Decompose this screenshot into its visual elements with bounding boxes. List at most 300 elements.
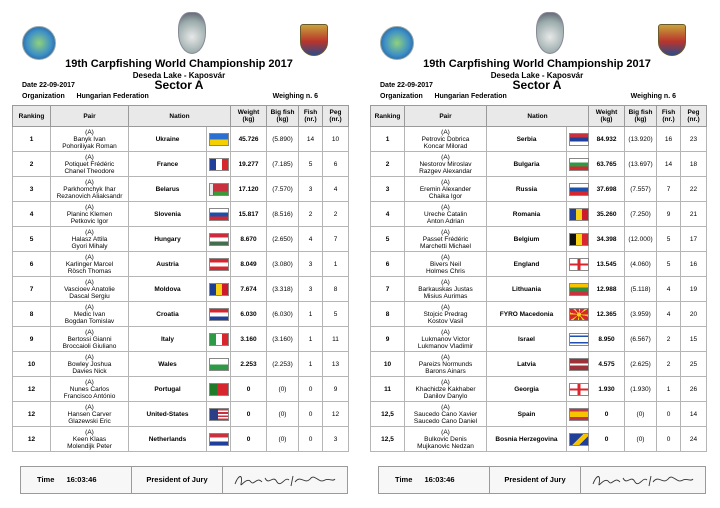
results-sheet-right	[366, 8, 708, 502]
israel-flag-icon	[569, 333, 589, 346]
angler-2: Rezanovich Aliaksandr	[56, 192, 123, 200]
nation-cell: Serbia	[487, 127, 567, 152]
ranking-cell: 12	[13, 377, 51, 402]
flag-cell	[567, 252, 589, 277]
weight-cell: 12.365	[589, 302, 625, 327]
flag-cell	[207, 352, 231, 377]
sector-tag: (A)	[441, 203, 450, 211]
nation-cell: Austria	[129, 252, 207, 277]
organization-name: Hungarian Federation	[76, 93, 149, 100]
big-fish-cell: (5.890)	[267, 127, 299, 152]
angler-2: Glazewski Eric	[68, 417, 111, 425]
nation-cell: United-States	[129, 402, 207, 427]
sector-tag: (A)	[441, 153, 450, 161]
flag-cell	[207, 302, 231, 327]
big-fish-cell: (0)	[267, 377, 299, 402]
angler-2: Petkovic Igor	[70, 217, 109, 225]
angler-1: Karlinger Marcel	[65, 260, 114, 268]
table-row	[371, 377, 707, 402]
nation-cell: Moldova	[129, 277, 207, 302]
table-row	[13, 427, 349, 452]
ranking-cell: 8	[371, 302, 405, 327]
fish-count-cell: 2	[299, 202, 323, 227]
angler-1: Nestorov Miroslav	[419, 160, 472, 168]
pair-cell	[51, 352, 129, 377]
hungary-flag-icon	[209, 233, 229, 246]
angler-1: Bowley Joshua	[67, 360, 112, 368]
weight-cell: 2.253	[231, 352, 267, 377]
flag-cell	[207, 252, 231, 277]
nation-cell: Belarus	[129, 177, 207, 202]
flag-cell	[567, 127, 589, 152]
angler-2: Chanel Theodore	[64, 167, 115, 175]
table-row	[13, 302, 349, 327]
big-fish-cell: (6.567)	[625, 327, 657, 352]
big-fish-cell: (13.920)	[625, 127, 657, 152]
big-fish-cell: (3.318)	[267, 277, 299, 302]
angler-2: Barons Ainars	[425, 367, 466, 375]
ranking-cell: 1	[371, 127, 405, 152]
header-peg: Peg (nr.)	[323, 106, 349, 127]
ranking-cell: 9	[13, 327, 51, 352]
pair-cell	[51, 202, 129, 227]
flag-cell	[207, 327, 231, 352]
angler-2: Holmes Chris	[425, 267, 465, 275]
peg-cell: 17	[681, 227, 707, 252]
croatia-flag-icon	[209, 308, 229, 321]
nation-cell: Italy	[129, 327, 207, 352]
ranking-cell: 3	[371, 177, 405, 202]
fish-count-cell: 5	[657, 252, 681, 277]
netherlands-flag-icon	[209, 433, 229, 446]
angler-2: Gyori Mihaly	[71, 242, 108, 250]
results-table	[370, 105, 707, 452]
flag-cell	[207, 427, 231, 452]
nation-cell: Hungary	[129, 227, 207, 252]
angler-1: Bulkovic Denis	[424, 435, 467, 443]
weight-cell: 3.160	[231, 327, 267, 352]
weight-cell: 37.698	[589, 177, 625, 202]
sector-tag: (A)	[441, 428, 450, 436]
usa-flag-icon	[209, 408, 229, 421]
france-flag-icon	[209, 158, 229, 171]
header-nation: Nation	[487, 106, 589, 127]
pair-cell	[405, 377, 487, 402]
flag-cell	[567, 402, 589, 427]
angler-1: Pareizs Normunds	[418, 360, 473, 368]
header-bigfish: Big fish (kg)	[267, 106, 299, 127]
date-label: Date 22-09-2017	[22, 82, 75, 89]
header-fish: Fish (nr.)	[299, 106, 323, 127]
sector-tag: (A)	[85, 153, 94, 161]
big-fish-cell: (0)	[625, 402, 657, 427]
sector-tag: (A)	[85, 203, 94, 211]
angler-2: Rösch Thomas	[67, 267, 112, 275]
fish-count-cell: 5	[657, 227, 681, 252]
angler-2: Danilov Danylo	[423, 392, 468, 400]
pair-cell	[405, 252, 487, 277]
angler-2: Broccaioli Giuliano	[62, 342, 117, 350]
organization-line	[380, 93, 507, 100]
weight-cell: 0	[589, 427, 625, 452]
weight-cell: 84.932	[589, 127, 625, 152]
fish-count-cell: 2	[657, 327, 681, 352]
fish-count-cell: 1	[299, 302, 323, 327]
sector-tag: (A)	[441, 178, 450, 186]
nation-cell: Portugal	[129, 377, 207, 402]
sector-tag: (A)	[441, 303, 450, 311]
time-label: Time	[37, 475, 55, 484]
fish-count-cell: 7	[657, 177, 681, 202]
nation-cell: Croatia	[129, 302, 207, 327]
nation-cell: Netherlands	[129, 427, 207, 452]
coat-of-arms-icon	[300, 24, 328, 56]
ranking-cell: 7	[371, 277, 405, 302]
angler-2: Bogdan Tomislav	[64, 317, 115, 325]
angler-1: Stojcic Predrag	[423, 310, 468, 318]
pair-cell	[405, 127, 487, 152]
table-row	[371, 252, 707, 277]
nation-cell: FYRO Macedonia	[487, 302, 567, 327]
championship-emblem-icon	[536, 12, 564, 54]
sector-tag: (A)	[441, 228, 450, 236]
weight-cell: 0	[231, 377, 267, 402]
latvia-flag-icon	[569, 358, 589, 371]
angler-1: Eremin Alexander	[419, 185, 472, 193]
ranking-cell: 5	[371, 227, 405, 252]
page-title: 19th Carpfishing World Championship 2017	[423, 58, 651, 70]
pair-cell	[405, 352, 487, 377]
russia-flag-icon	[569, 183, 589, 196]
big-fish-cell: (2.253)	[267, 352, 299, 377]
sector-heading: Sector A	[512, 78, 562, 92]
date-label: Date 22-09-2017	[380, 82, 433, 89]
nation-cell: Spain	[487, 402, 567, 427]
ranking-cell: 7	[13, 277, 51, 302]
nation-cell: Ukraine	[129, 127, 207, 152]
fish-count-cell: 16	[657, 127, 681, 152]
table-row	[13, 227, 349, 252]
ranking-cell: 12	[13, 402, 51, 427]
big-fish-cell: (3.080)	[267, 252, 299, 277]
peg-cell: 14	[681, 402, 707, 427]
peg-cell: 13	[323, 352, 349, 377]
ranking-cell: 4	[13, 202, 51, 227]
fish-count-cell: 14	[299, 127, 323, 152]
flag-cell	[207, 227, 231, 252]
table-row	[371, 427, 707, 452]
peg-cell: 1	[323, 252, 349, 277]
angler-1: Bertossi Gianni	[67, 335, 112, 343]
weight-cell: 7.674	[231, 277, 267, 302]
table-row	[13, 327, 349, 352]
table-row	[13, 277, 349, 302]
table-row	[13, 127, 349, 152]
angler-1: Vascioev Anatolie	[64, 285, 115, 293]
header-nation: Nation	[129, 106, 231, 127]
italy-flag-icon	[209, 333, 229, 346]
flag-cell	[207, 377, 231, 402]
angler-2: Davies Nick	[72, 367, 107, 375]
weight-cell: 8.950	[589, 327, 625, 352]
header-pair: Pair	[51, 106, 129, 127]
flag-cell	[567, 327, 589, 352]
big-fish-cell: (1.930)	[625, 377, 657, 402]
table-row	[13, 402, 349, 427]
pair-cell	[51, 227, 129, 252]
peg-cell: 5	[323, 302, 349, 327]
venue-subtitle: Deseda Lake - Kaposvár	[490, 71, 584, 80]
results-body	[371, 127, 707, 452]
fish-count-cell: 0	[657, 427, 681, 452]
england-flag-icon	[569, 258, 589, 271]
angler-1: Potiquet Frédéric	[64, 160, 115, 168]
fish-count-cell: 5	[299, 152, 323, 177]
weight-cell: 19.277	[231, 152, 267, 177]
header-fish: Fish (nr.)	[657, 106, 681, 127]
time-value: 16:03:46	[66, 475, 97, 484]
fish-count-cell: 3	[299, 277, 323, 302]
president-of-jury-label: President of Jury	[131, 467, 223, 493]
flag-cell	[567, 152, 589, 177]
ranking-cell: 9	[371, 327, 405, 352]
table-row	[13, 352, 349, 377]
peg-cell: 16	[681, 252, 707, 277]
sector-tag: (A)	[85, 403, 94, 411]
organization-line	[22, 93, 149, 100]
flag-cell	[567, 427, 589, 452]
ranking-cell: 1	[13, 127, 51, 152]
nation-cell: Russia	[487, 177, 567, 202]
fish-count-cell: 0	[299, 427, 323, 452]
peg-cell: 20	[681, 302, 707, 327]
big-fish-cell: (2.625)	[625, 352, 657, 377]
big-fish-cell: (3.160)	[267, 327, 299, 352]
angler-1: Hansen Carver	[67, 410, 112, 418]
fish-count-cell: 3	[299, 177, 323, 202]
bulgaria-flag-icon	[569, 158, 589, 171]
weight-cell: 8.049	[231, 252, 267, 277]
big-fish-cell: (7.250)	[625, 202, 657, 227]
weight-cell: 13.545	[589, 252, 625, 277]
table-row	[13, 252, 349, 277]
pair-cell	[51, 377, 129, 402]
sector-tag: (A)	[441, 378, 450, 386]
angler-2: Kostov Vasil	[427, 317, 464, 325]
flag-cell	[207, 152, 231, 177]
federation-logo-icon	[22, 26, 56, 60]
fish-count-cell: 4	[657, 277, 681, 302]
weight-cell: 35.260	[589, 202, 625, 227]
table-row	[371, 327, 707, 352]
big-fish-cell: (13.697)	[625, 152, 657, 177]
weight-cell: 34.398	[589, 227, 625, 252]
organization-label: Organization	[380, 93, 423, 100]
weighing-number: Weighing n. 6	[272, 93, 318, 100]
angler-1: Halasz Attila	[71, 235, 108, 243]
angler-1: Saucedo Cano Xavier	[413, 410, 478, 418]
macedonia-flag-icon	[569, 308, 589, 321]
ranking-cell: 12,5	[371, 402, 405, 427]
header-weight: Weight (kg)	[589, 106, 625, 127]
angler-1: Petrovic Dobrica	[421, 135, 470, 143]
table-header-row	[371, 106, 707, 127]
big-fish-cell: (0)	[267, 427, 299, 452]
ranking-cell: 12,5	[371, 427, 405, 452]
pair-cell	[51, 302, 129, 327]
fish-count-cell: 3	[299, 252, 323, 277]
table-row	[371, 277, 707, 302]
lithuania-flag-icon	[569, 283, 589, 296]
ranking-cell: 6	[371, 252, 405, 277]
peg-cell: 22	[681, 177, 707, 202]
coat-of-arms-icon	[658, 24, 686, 56]
ranking-cell: 6	[13, 252, 51, 277]
peg-cell: 21	[681, 202, 707, 227]
fish-count-cell: 0	[299, 402, 323, 427]
pair-cell	[405, 227, 487, 252]
fish-count-cell: 4	[299, 227, 323, 252]
angler-1: Nunes Carlos	[69, 385, 110, 393]
nation-cell: Slovenia	[129, 202, 207, 227]
header-pair: Pair	[405, 106, 487, 127]
fish-count-cell: 9	[657, 202, 681, 227]
pair-cell	[51, 277, 129, 302]
results-sheet-left	[8, 8, 350, 502]
ranking-cell: 10	[371, 352, 405, 377]
fish-count-cell: 1	[299, 352, 323, 377]
weight-cell: 45.726	[231, 127, 267, 152]
pair-cell	[405, 202, 487, 227]
sector-tag: (A)	[441, 278, 450, 286]
results-table	[12, 105, 349, 452]
big-fish-cell: (3.959)	[625, 302, 657, 327]
sector-tag: (A)	[85, 303, 94, 311]
logo-bar	[366, 8, 708, 58]
weight-cell: 0	[231, 402, 267, 427]
angler-2: Pohoriliyak Roman	[62, 142, 117, 150]
flag-cell	[567, 277, 589, 302]
big-fish-cell: (5.118)	[625, 277, 657, 302]
wales-flag-icon	[209, 358, 229, 371]
peg-cell: 19	[681, 277, 707, 302]
big-fish-cell: (7.557)	[625, 177, 657, 202]
angler-1: Khachidze Kakhaber	[415, 385, 476, 393]
angler-1: Banyk Ivan	[73, 135, 106, 143]
sector-tag: (A)	[441, 253, 450, 261]
pair-cell	[51, 327, 129, 352]
angler-1: Bivers Neil	[429, 260, 462, 268]
pair-cell	[51, 177, 129, 202]
flag-cell	[207, 277, 231, 302]
flag-cell	[567, 202, 589, 227]
flag-cell	[567, 377, 589, 402]
angler-1: Parkhomchyk Ihar	[63, 185, 116, 193]
peg-cell: 3	[323, 427, 349, 452]
nation-cell: England	[487, 252, 567, 277]
peg-cell: 18	[681, 152, 707, 177]
serbia-flag-icon	[569, 133, 589, 146]
table-row	[371, 402, 707, 427]
fish-count-cell: 4	[657, 302, 681, 327]
ranking-cell: 12	[13, 427, 51, 452]
bosnia-flag-icon	[569, 433, 589, 446]
peg-cell: 6	[323, 152, 349, 177]
nation-cell: Belgium	[487, 227, 567, 252]
ranking-cell: 2	[13, 152, 51, 177]
president-of-jury-label: President of Jury	[489, 467, 581, 493]
angler-2: Dascal Sergiu	[69, 292, 110, 300]
peg-cell: 10	[323, 127, 349, 152]
angler-2: Razgev Alexandar	[419, 167, 472, 175]
weight-cell: 8.670	[231, 227, 267, 252]
pair-cell	[405, 152, 487, 177]
peg-cell: 24	[681, 427, 707, 452]
table-row	[371, 152, 707, 177]
weight-cell: 0	[231, 427, 267, 452]
big-fish-cell: (7.185)	[267, 152, 299, 177]
sector-tag: (A)	[85, 178, 94, 186]
nation-cell: France	[129, 152, 207, 177]
flag-cell	[567, 302, 589, 327]
angler-2: Mujkanovic Nedzan	[417, 442, 474, 450]
angler-2: Lukmanov Vladimir	[417, 342, 474, 350]
weight-cell: 0	[589, 402, 625, 427]
nation-cell: Lithuania	[487, 277, 567, 302]
big-fish-cell: (12.000)	[625, 227, 657, 252]
angler-1: Lukmanov Victor	[421, 335, 470, 343]
page-title: 19th Carpfishing World Championship 2017	[65, 58, 293, 70]
belarus-flag-icon	[209, 183, 229, 196]
table-row	[371, 227, 707, 252]
sector-tag: (A)	[441, 128, 450, 136]
sector-tag: (A)	[85, 353, 94, 361]
pair-cell	[405, 327, 487, 352]
fish-count-cell: 1	[657, 377, 681, 402]
spain-flag-icon	[569, 408, 589, 421]
header-weight: Weight (kg)	[231, 106, 267, 127]
sector-tag: (A)	[85, 328, 94, 336]
big-fish-cell: (0)	[625, 427, 657, 452]
flag-cell	[567, 352, 589, 377]
table-row	[371, 202, 707, 227]
slovenia-flag-icon	[209, 208, 229, 221]
belgium-flag-icon	[569, 233, 589, 246]
angler-2: Misius Aurimas	[423, 292, 468, 300]
angler-1: Planinc Klemen	[66, 210, 113, 218]
weight-cell: 63.765	[589, 152, 625, 177]
angler-1: Passet Frédéric	[422, 235, 469, 243]
pair-cell	[405, 427, 487, 452]
ranking-cell: 2	[371, 152, 405, 177]
nation-cell: Georgia	[487, 377, 567, 402]
header-bigfish: Big fish (kg)	[625, 106, 657, 127]
organization-name: Hungarian Federation	[434, 93, 507, 100]
big-fish-cell: (0)	[267, 402, 299, 427]
table-row	[371, 177, 707, 202]
championship-emblem-icon	[178, 12, 206, 54]
flag-cell	[207, 177, 231, 202]
pair-cell	[51, 252, 129, 277]
fish-count-cell: 14	[657, 152, 681, 177]
table-row	[13, 377, 349, 402]
venue-subtitle: Deseda Lake - Kaposvár	[132, 71, 226, 80]
angler-2: Koncar Milorad	[423, 142, 468, 150]
pair-cell	[405, 277, 487, 302]
table-row	[371, 302, 707, 327]
flag-cell	[207, 202, 231, 227]
peg-cell: 2	[323, 202, 349, 227]
